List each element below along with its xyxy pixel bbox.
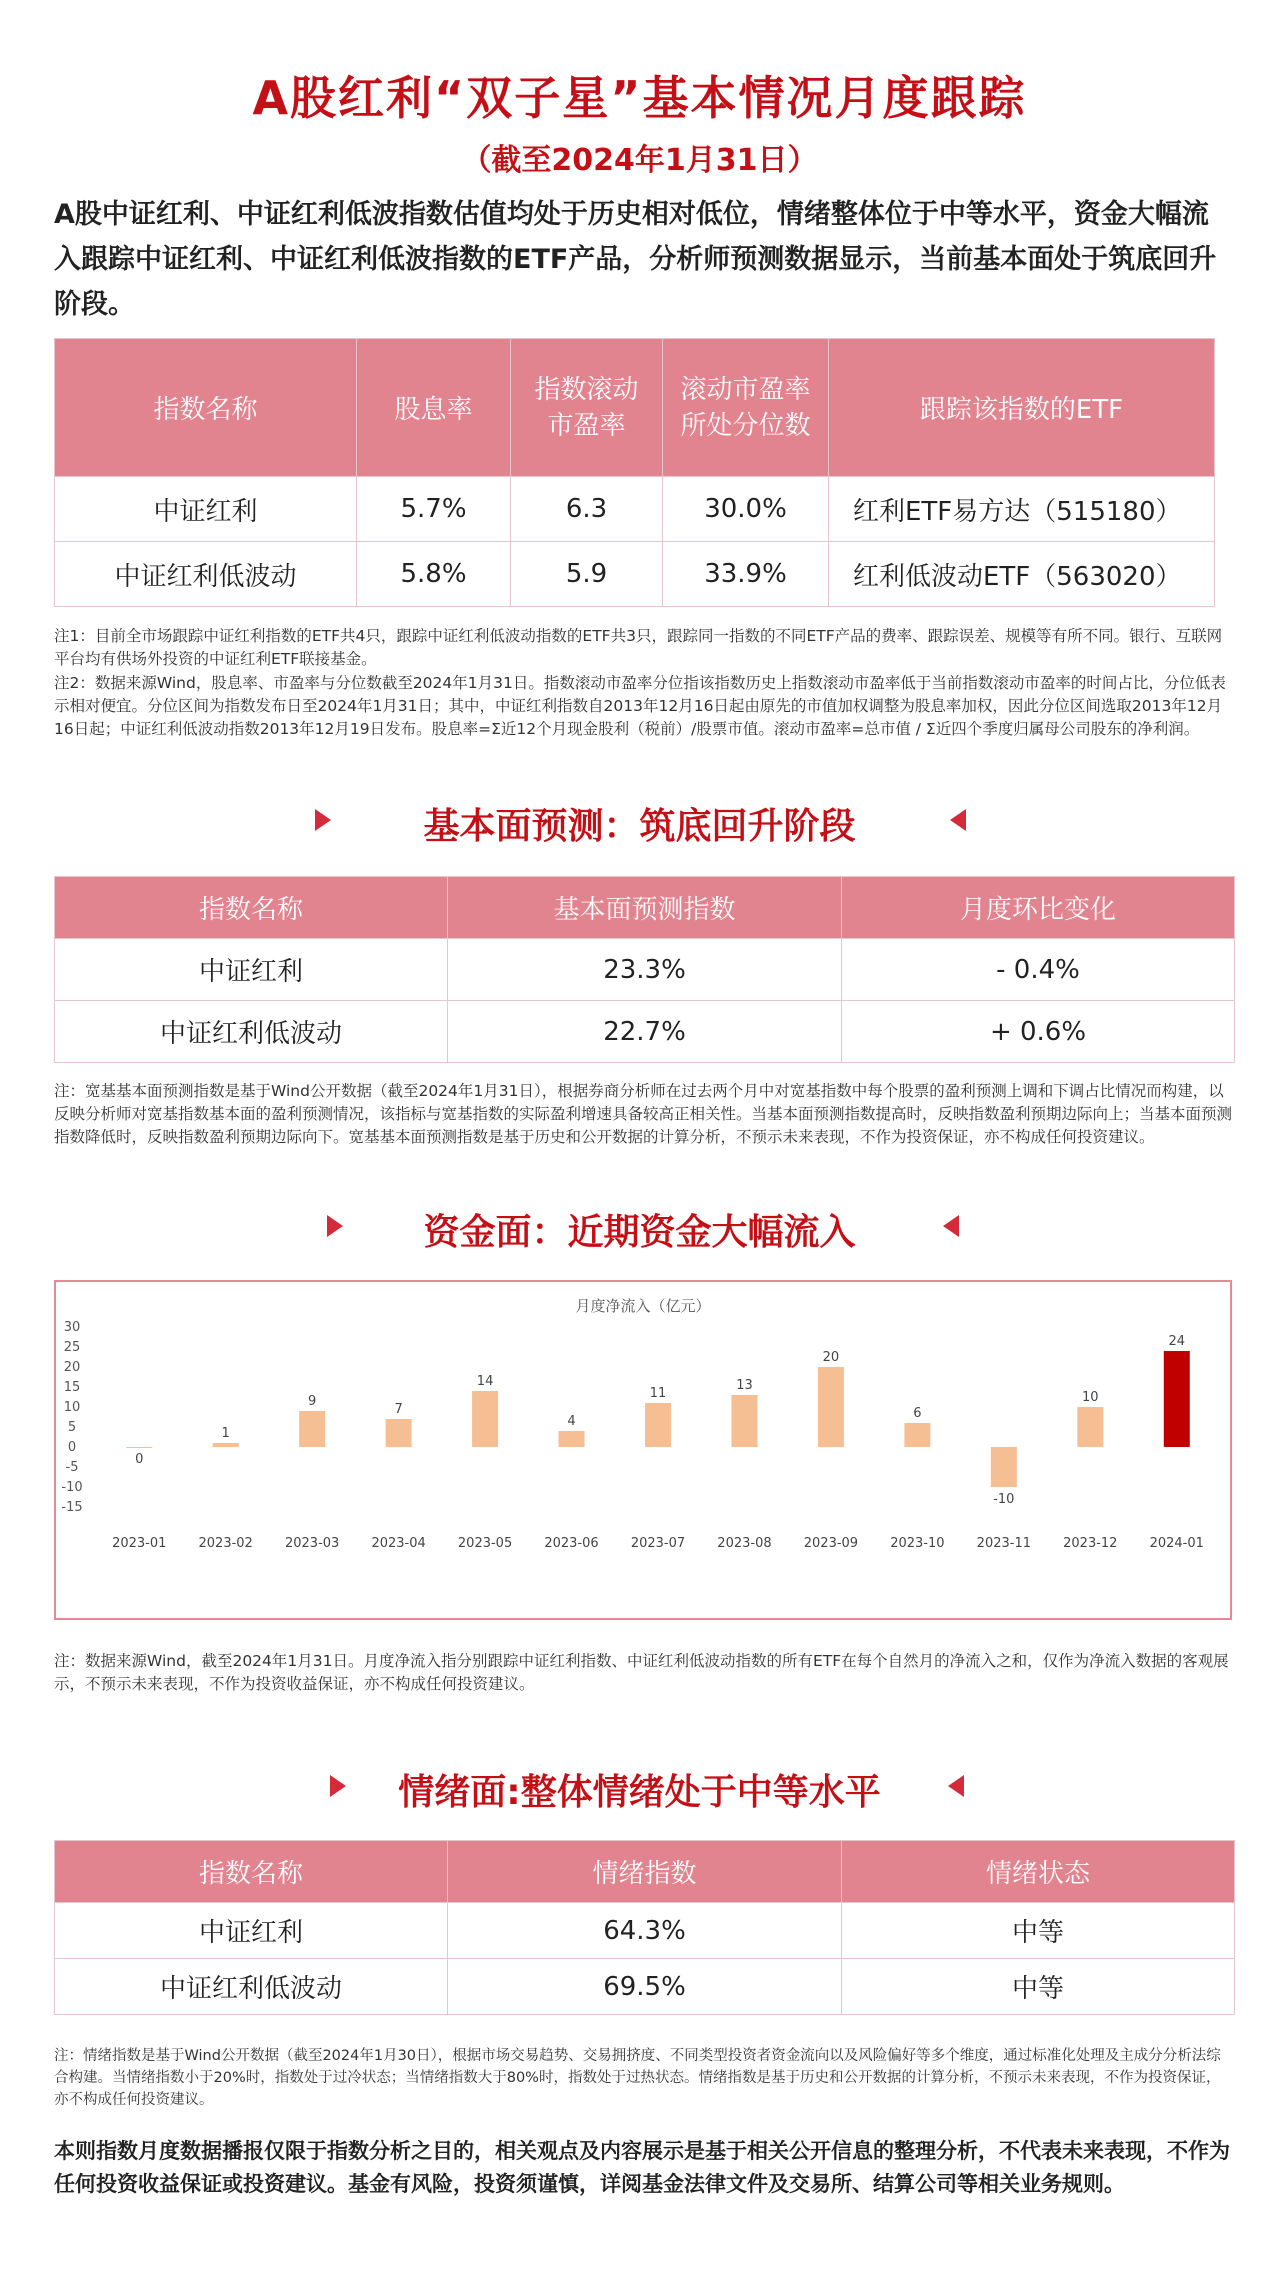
- page-title: A股红利“双子星”基本情况月度跟踪: [252, 71, 1027, 125]
- table-cell: 中证红利低波动: [55, 1001, 448, 1063]
- data-label: 6: [913, 1406, 922, 1421]
- y-tick-label: 0: [67, 1440, 77, 1455]
- table-row: [55, 1903, 1235, 1959]
- x-tick-label: 2023-11: [976, 1536, 1032, 1551]
- fundamental-table-header: [55, 877, 1235, 939]
- table-row: [55, 477, 1215, 542]
- x-tick-label: 2023-07: [630, 1536, 686, 1551]
- valuation-note-2: 注2：数据来源Wind，股息率、市盈率与分位数截至2024年1月31日。指数滚动市盈率分位指该指数历史上指数滚动市盈率低于当前指数滚动市盈率的时间占比，分位低表示相对便宜。分位区间为指数发布日至2024年1月31日；其中，中证红利指数自2013年12月16日起由原先的市值加权调整为股息率加权，因此分位区间选取2013年12月16日起；中证红利低波动指数2013年12月19日发布。股息率=Σ近12个月现金股利（税前）/股票市值。滚动市盈率=总市值 / Σ近四个季度归属母公司股东的净利润。: [54, 674, 1226, 738]
- data-label: 7: [394, 1402, 403, 1417]
- table-row: [55, 1001, 1235, 1063]
- table-cell: 中证红利: [55, 939, 448, 1001]
- table-row: [55, 1959, 1235, 2015]
- table-cell: - 0.4%: [842, 939, 1235, 1001]
- header-cell: 指数名称: [55, 339, 357, 477]
- data-label: 4: [567, 1414, 576, 1429]
- x-tick-label: 2023-02: [198, 1536, 253, 1551]
- header-cell: 基本面预测指数: [448, 877, 842, 939]
- table-cell: 5.8%: [357, 542, 511, 607]
- y-tick-label: 10: [63, 1400, 81, 1415]
- y-tick-label: 15: [63, 1380, 81, 1395]
- y-tick-label: 25: [63, 1340, 81, 1355]
- bar: [645, 1403, 671, 1447]
- data-label: 13: [736, 1378, 753, 1393]
- bar: [904, 1423, 930, 1447]
- table-cell: + 0.6%: [842, 1001, 1235, 1063]
- x-tick-label: 2023-12: [1063, 1536, 1118, 1551]
- section-title-sentiment: 情绪面:整体情绪处于中等水平: [398, 1772, 881, 1813]
- table-cell: 22.7%: [448, 1001, 842, 1063]
- x-tick-label: 2023-08: [717, 1536, 772, 1551]
- header-cell: 月度环比变化: [842, 877, 1235, 939]
- bar: [126, 1447, 152, 1448]
- header-cell: 情绪指数: [448, 1841, 842, 1903]
- table-cell: 中证红利低波动: [55, 1959, 448, 2015]
- data-label: -10: [993, 1492, 1015, 1507]
- header-cell: 指数滚动 市盈率: [511, 339, 663, 477]
- bar: [472, 1391, 498, 1447]
- valuation-table-header: [55, 339, 1215, 477]
- header-cell: 情绪状态: [842, 1841, 1235, 1903]
- y-tick-label: 5: [67, 1420, 77, 1435]
- table-cell: 23.3%: [448, 939, 842, 1001]
- table-cell: 中证红利: [55, 1903, 448, 1959]
- x-tick-label: 2023-04: [371, 1536, 426, 1551]
- x-tick-label: 2023-06: [544, 1536, 599, 1551]
- table-cell: 69.5%: [448, 1959, 842, 2015]
- arrow-left-icon: [943, 1215, 959, 1237]
- bar: [991, 1447, 1017, 1487]
- valuation-note-1: 注1：目前全市场跟踪中证红利指数的ETF共4只，跟踪中证红利低波动指数的ETF共3只，跟踪同一指数的不同ETF产品的费率、跟踪误差、规模等有所不同。银行、互联网平台均有供场外投资的中证红利ETF联接基金。: [54, 627, 1223, 668]
- y-tick-label: 30: [63, 1320, 81, 1335]
- table-cell: 64.3%: [448, 1903, 842, 1959]
- table-cell: 红利ETF易方达（515180）: [829, 477, 1215, 542]
- valuation-table: [54, 338, 1215, 607]
- bar: [386, 1419, 412, 1447]
- sentiment-table: [54, 1840, 1235, 2015]
- chart-frame: [54, 1280, 1232, 1620]
- y-tick-label: -15: [61, 1500, 83, 1515]
- bar: [213, 1443, 239, 1447]
- fund-flow-note: 注：数据来源Wind，截至2024年1月31日。月度净流入指分别跟踪中证红利指数、中证红利低波动指数的所有ETF在每个自然月的净流入之和，仅作为净流入数据的客观展示，不预示未来表现，不作为投资收益保证，亦不构成任何投资建议。: [54, 1652, 1229, 1693]
- table-cell: 5.7%: [357, 477, 511, 542]
- header-cell: 股息率: [357, 339, 511, 477]
- fund-flow-chart: [56, 1282, 1230, 1618]
- bars: [126, 1351, 1190, 1487]
- table-cell: 中等: [842, 1959, 1235, 2015]
- arrow-left-icon: [948, 1775, 964, 1797]
- table-cell: 中证红利低波动: [55, 542, 357, 607]
- x-tick-label: 2023-01: [112, 1536, 167, 1551]
- table-cell: 5.9: [511, 542, 663, 607]
- data-label: 24: [1168, 1334, 1186, 1349]
- data-label: 10: [1082, 1390, 1099, 1405]
- data-label: 20: [822, 1350, 840, 1365]
- page-subtitle-date: （截至2024年1月31日）: [461, 143, 818, 178]
- bar: [1077, 1407, 1103, 1447]
- bar: [559, 1431, 585, 1447]
- x-tick-label: 2023-03: [284, 1536, 340, 1551]
- data-label: 9: [308, 1394, 317, 1409]
- header-cell: 指数名称: [55, 1841, 448, 1903]
- y-tick-label: -5: [65, 1460, 79, 1475]
- x-tick-label: 2023-05: [457, 1536, 513, 1551]
- table-row: [55, 542, 1215, 607]
- arrow-left-icon: [950, 809, 966, 831]
- bar: [731, 1395, 757, 1447]
- x-axis: [112, 1536, 1204, 1551]
- y-axis: [61, 1320, 82, 1515]
- bar: [818, 1367, 844, 1447]
- x-tick-label: 2024-01: [1149, 1536, 1204, 1551]
- x-tick-label: 2023-10: [890, 1536, 945, 1551]
- header-cell: 滚动市盈率 所处分位数: [663, 339, 829, 477]
- disclaimer: 本则指数月度数据播报仅限于指数分析之目的，相关观点及内容展示是基于相关公开信息的整理分析，不代表未来表现，不作为任何投资收益保证或投资建议。基金有风险，投资须谨慎，详阅基金法律文件及交易所、结算公司等相关业务规则。: [54, 2139, 1230, 2196]
- fundamental-note: 注：宽基基本面预测指数是基于Wind公开数据（截至2024年1月31日），根据券商分析师在过去两个月中对宽基指数中每个股票的盈利预测上调和下调占比情况而构建，以反映分析师对宽基指数基本面的盈利预测情况，该指标与宽基指数的实际盈利增速具备较高正相关性。当基本面预测指数提高时，反映指数盈利预期边际向上；当基本面预测指数降低时，反映指数盈利预期边际向下。宽基基本面预测指数是基于历史和公开数据的计算分析，不预示未来表现，不作为投资保证，亦不构成任何投资建议。: [54, 1082, 1233, 1146]
- data-label: 1: [221, 1426, 230, 1441]
- table-cell: 30.0%: [663, 477, 829, 542]
- y-tick-label: 20: [63, 1360, 81, 1375]
- chart-title: 月度净流入（亿元）: [575, 1297, 711, 1315]
- table-cell: 33.9%: [663, 542, 829, 607]
- table-cell: 中等: [842, 1903, 1235, 1959]
- sentiment-table-header: [55, 1841, 1235, 1903]
- table-cell: 6.3: [511, 477, 663, 542]
- x-tick-label: 2023-09: [803, 1536, 859, 1551]
- header-cell: 跟踪该指数的ETF: [829, 339, 1215, 477]
- intro-paragraph: A股中证红利、中证红利低波指数估值均处于历史相对低位，情绪整体位于中等水平，资金大幅流入跟踪中证红利、中证红利低波指数的ETF产品，分析师预测数据显示，当前基本面处于筑底回升阶段。: [54, 199, 1217, 320]
- table-cell: 红利低波动ETF（563020）: [829, 542, 1215, 607]
- table-cell: 中证红利: [55, 477, 357, 542]
- y-tick-label: -10: [61, 1480, 83, 1495]
- table-row: [55, 939, 1235, 1001]
- bar: [299, 1411, 325, 1447]
- data-label: 0: [135, 1452, 144, 1467]
- header-cell: 指数名称: [55, 877, 448, 939]
- bar: [1164, 1351, 1190, 1447]
- data-label: 11: [649, 1386, 667, 1401]
- fundamental-table: [54, 876, 1235, 1063]
- sentiment-note: 注：情绪指数是基于Wind公开数据（截至2024年1月30日），根据市场交易趋势、交易拥挤度、不同类型投资者资金流向以及风险偏好等多个维度，通过标准化处理及主成分分析法综合构建。当情绪指数小于20%时，指数处于过冷状态；当情绪指数大于80%时，指数处于过热状态。情绪指数是基于历史和公开数据的计算分析，不预示未来表现，不作为投资保证，亦不构成任何投资建议。: [54, 2048, 1221, 2108]
- section-title-fund-flow: 资金面：近期资金大幅流入: [423, 1212, 856, 1253]
- section-title-fundamental: 基本面预测：筑底回升阶段: [423, 806, 856, 847]
- data-label: 14: [476, 1374, 494, 1389]
